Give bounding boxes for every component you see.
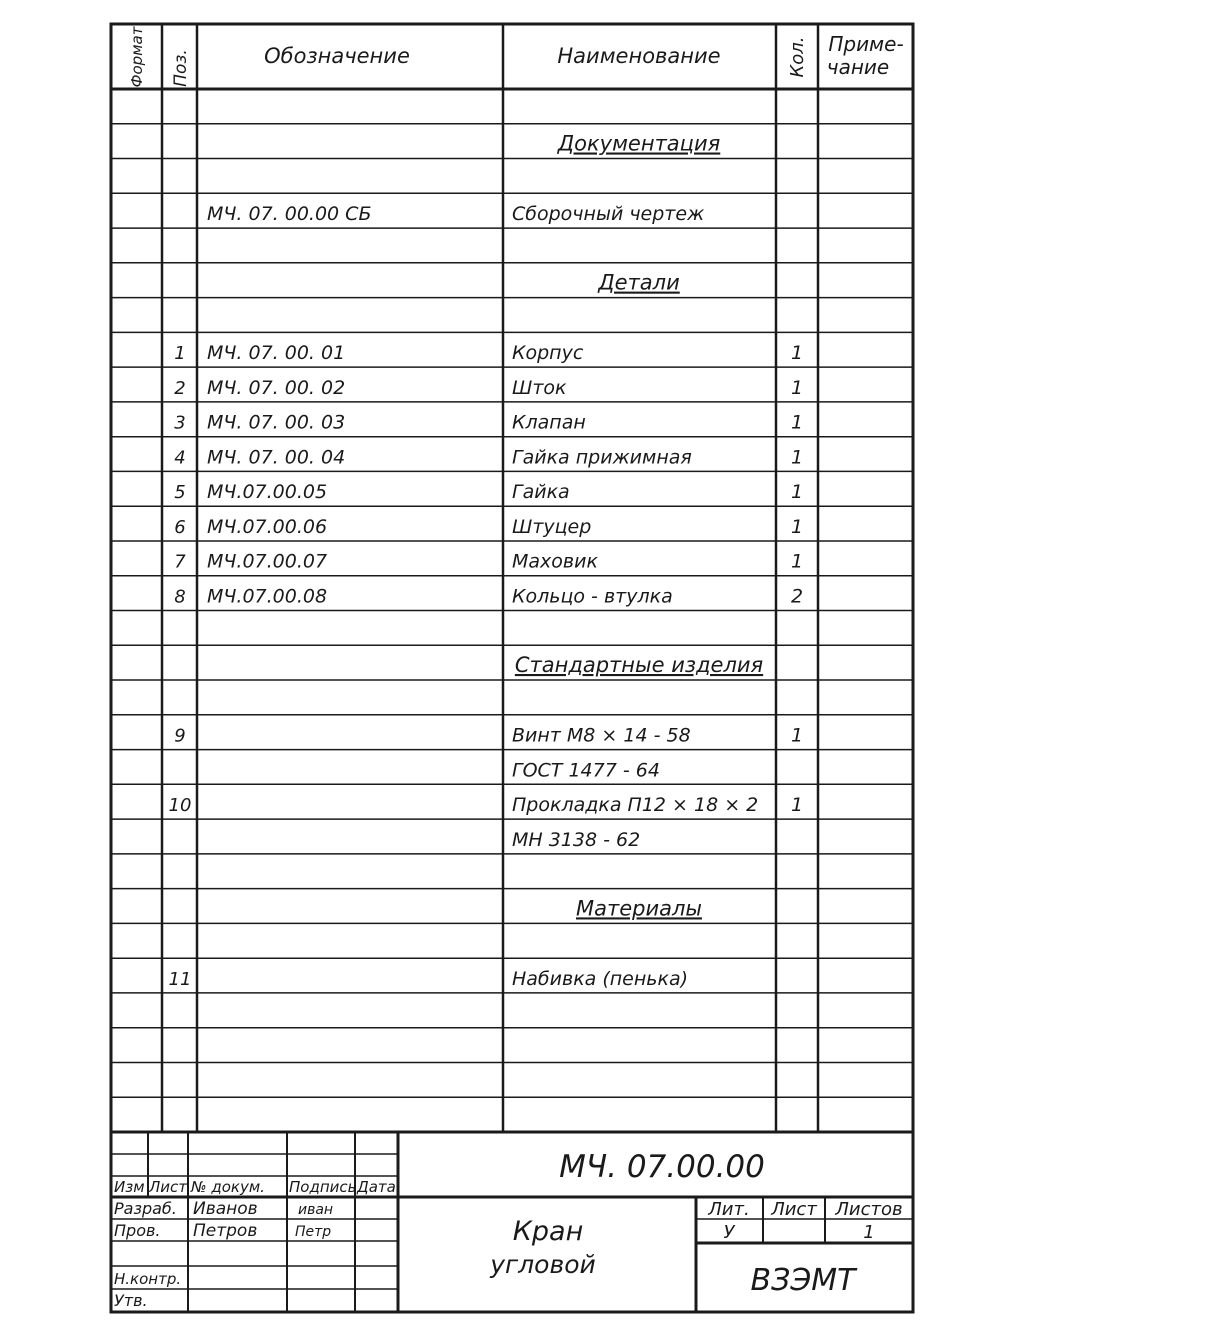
section-row xyxy=(557,132,721,156)
label-doc-no: № докум. xyxy=(191,1178,265,1196)
row-position: 2 xyxy=(174,377,186,399)
row-position: 5 xyxy=(174,482,186,504)
row-name: Корпус xyxy=(512,342,584,365)
row-position: 3 xyxy=(174,412,186,434)
label-approved: Утв. xyxy=(114,1291,148,1310)
row-name: Винт М8 × 14 - 58 xyxy=(512,724,691,747)
product-name-line1: Кран xyxy=(512,1216,584,1247)
header-designation: Обозначение xyxy=(264,44,410,68)
row-designation: МЧ. 07. 00.00 СБ xyxy=(207,203,372,226)
row-designation: МЧ. 07. 00. 04 xyxy=(207,446,346,469)
label-list: Лист xyxy=(149,1178,188,1196)
header-pos: Поз. xyxy=(171,49,191,87)
header-name: Наименование xyxy=(557,44,721,68)
row-quantity: 1 xyxy=(790,794,804,817)
spec-row xyxy=(174,551,803,573)
spec-row xyxy=(174,481,803,503)
checker-signature: Петр xyxy=(295,1224,332,1240)
label-signature: Подпись xyxy=(289,1178,357,1196)
header-note-line1: Приме- xyxy=(828,32,904,56)
row-separators xyxy=(111,124,913,1097)
row-designation: МЧ. 07. 00. 01 xyxy=(207,342,346,365)
label-sheet: Лист xyxy=(771,1199,817,1220)
row-position: 9 xyxy=(174,725,186,747)
header-qty: Кол. xyxy=(787,36,808,78)
header-format: Формат xyxy=(128,26,146,88)
spec-row xyxy=(174,446,803,468)
section-heading: Документация xyxy=(557,131,721,156)
section-row xyxy=(576,896,702,920)
spec-row xyxy=(174,412,803,434)
spec-row xyxy=(174,586,803,608)
section-row xyxy=(515,653,763,677)
row-designation: МЧ. 07. 00. 03 xyxy=(207,411,346,434)
spec-row xyxy=(169,968,688,990)
row-designation: МЧ.07.00.06 xyxy=(207,516,328,538)
section-row xyxy=(597,271,680,295)
spec-row xyxy=(174,342,803,364)
section-heading: Материалы xyxy=(576,896,702,921)
spec-row xyxy=(174,377,803,399)
spec-row xyxy=(174,725,803,747)
row-name: Штуцер xyxy=(512,516,592,538)
row-name: МН 3138 - 62 xyxy=(512,828,641,851)
row-name: Клапан xyxy=(512,411,586,434)
developer-name: Иванов xyxy=(193,1199,258,1219)
spec-row xyxy=(207,203,704,225)
row-name: Кольцо - втулка xyxy=(512,585,673,608)
document-code: МЧ. 07.00.00 xyxy=(559,1149,765,1185)
row-quantity: 1 xyxy=(790,550,804,573)
row-quantity: 1 xyxy=(790,376,804,399)
label-sheets: Листов xyxy=(835,1199,903,1220)
row-name: Набивка (пенька) xyxy=(512,967,689,990)
row-quantity: 1 xyxy=(790,516,804,538)
row-name: Гайка прижимная xyxy=(512,446,692,469)
row-quantity: 1 xyxy=(790,411,804,434)
row-designation: МЧ.07.00.05 xyxy=(207,481,328,504)
checker-name: Петров xyxy=(193,1221,258,1241)
row-position: 8 xyxy=(174,586,186,608)
row-designation: МЧ.07.00.08 xyxy=(207,585,328,608)
row-quantity: 1 xyxy=(790,446,804,469)
row-name: Сборочный чертеж xyxy=(512,203,705,226)
label-izm: Изм xyxy=(114,1178,145,1196)
spec-row xyxy=(174,516,803,538)
row-designation: МЧ. 07. 00. 02 xyxy=(207,376,346,399)
label-checked: Пров. xyxy=(114,1221,161,1240)
developer-signature: иван xyxy=(298,1202,334,1218)
spec-row xyxy=(512,759,660,781)
label-date: Дата xyxy=(357,1178,396,1196)
row-name: Прокладка П12 × 18 × 2 xyxy=(512,794,759,817)
row-position: 6 xyxy=(174,517,186,538)
row-quantity: 1 xyxy=(790,724,804,747)
lit-value: У xyxy=(723,1222,735,1243)
product-name-line2: угловой xyxy=(490,1250,596,1279)
sheets-value: 1 xyxy=(863,1222,875,1243)
spec-row xyxy=(512,829,640,851)
label-lit: Лит. xyxy=(708,1199,750,1220)
header-note-line2: чание xyxy=(826,55,890,79)
spec-table-lines xyxy=(111,24,913,1132)
label-developed: Разраб. xyxy=(114,1199,177,1218)
spec-row xyxy=(169,794,804,816)
row-quantity: 1 xyxy=(790,481,804,504)
row-name: Гайка xyxy=(512,481,570,504)
section-heading: Детали xyxy=(598,270,680,295)
row-position: 11 xyxy=(168,968,192,990)
row-position: 1 xyxy=(174,343,186,365)
row-position: 10 xyxy=(168,795,192,817)
row-designation: МЧ.07.00.07 xyxy=(207,550,328,573)
row-quantity: 2 xyxy=(790,585,804,608)
row-position: 7 xyxy=(174,551,186,573)
row-quantity: 1 xyxy=(790,342,804,365)
label-norm-control: Н.контр. xyxy=(114,1270,182,1288)
section-heading: Стандартные изделия xyxy=(514,653,764,677)
row-position: 4 xyxy=(174,447,186,469)
organization: ВЗЭМТ xyxy=(750,1263,856,1298)
row-name: Шток xyxy=(512,376,567,399)
row-name: Маховик xyxy=(512,550,598,573)
spec-rows xyxy=(169,132,804,990)
row-name: ГОСТ 1477 - 64 xyxy=(512,759,660,782)
